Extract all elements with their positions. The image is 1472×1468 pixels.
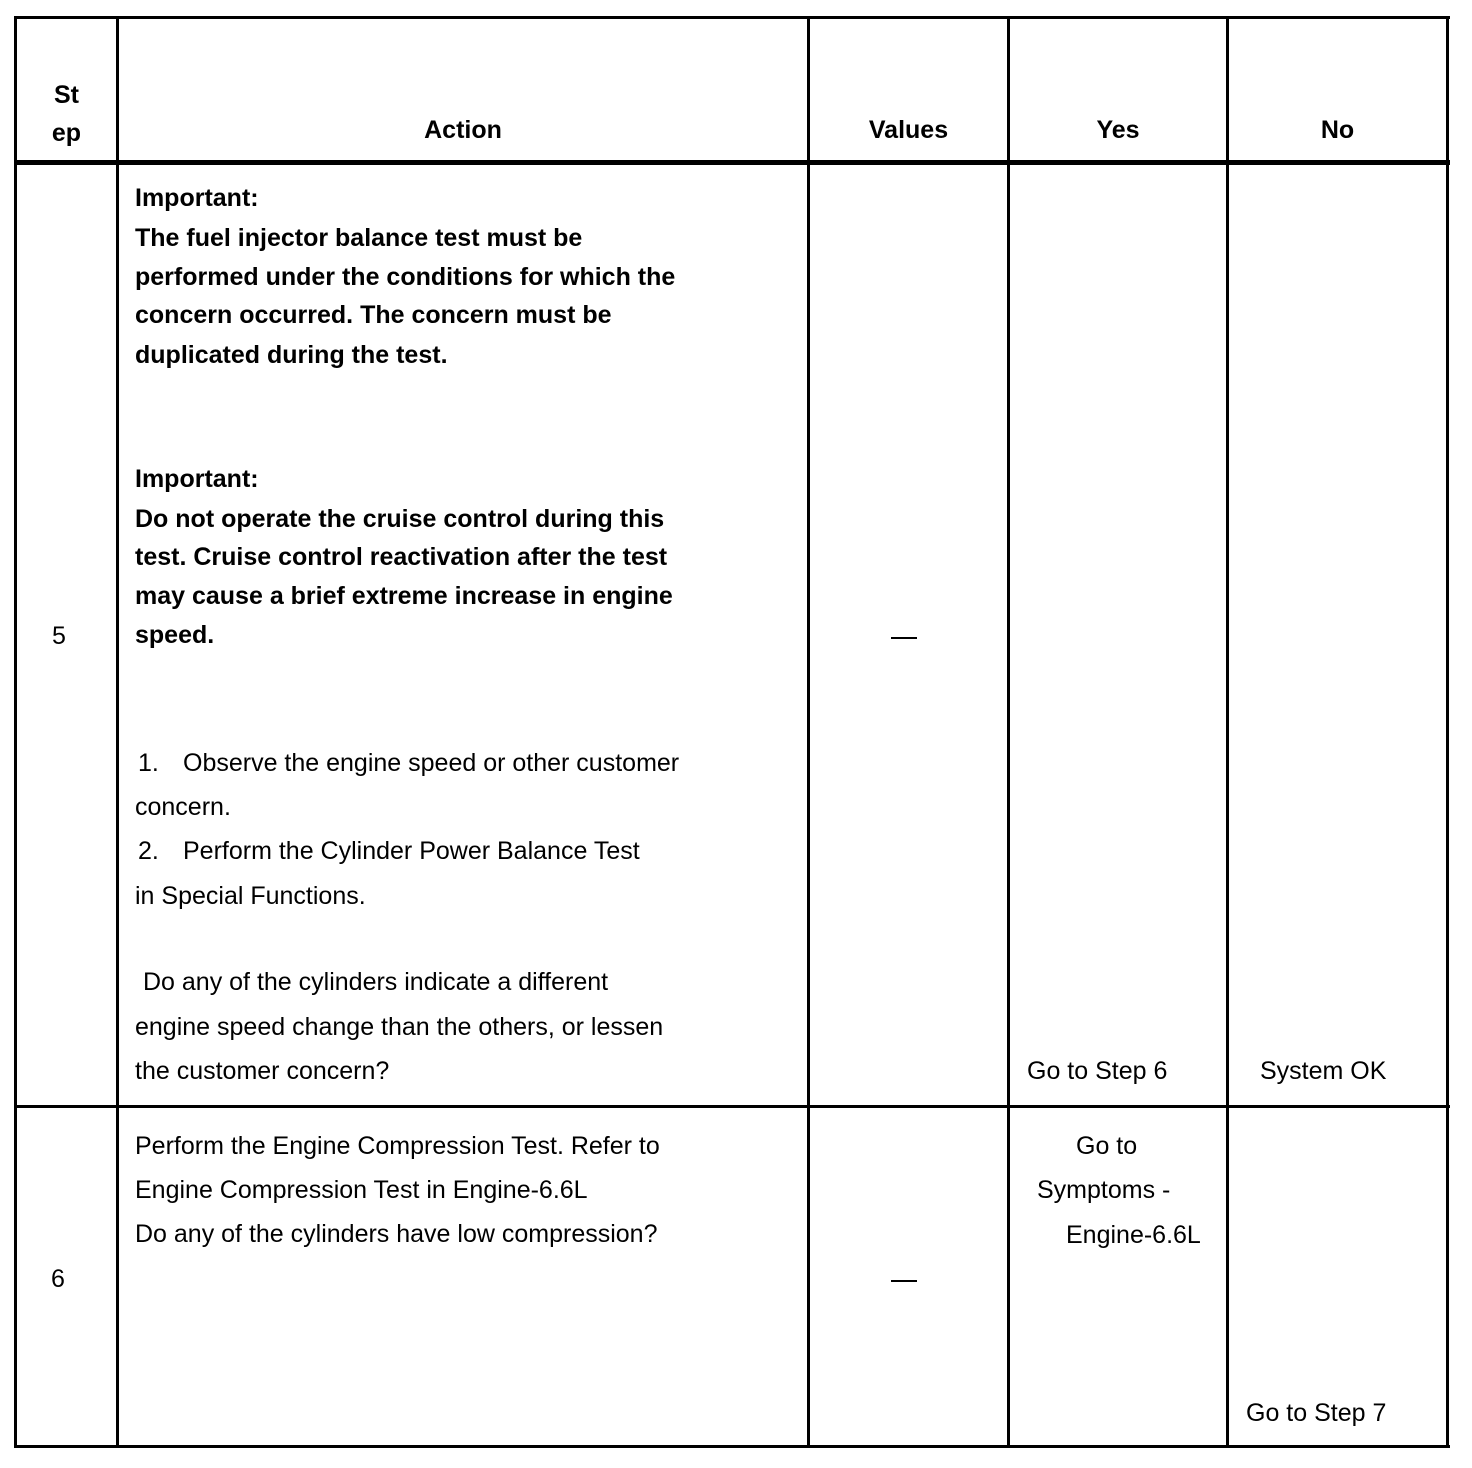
row6-no: Go to Step 7 (1246, 1399, 1387, 1427)
diagnostic-table (14, 16, 1450, 1448)
row6-yes-line: Engine-6.6L (1066, 1221, 1201, 1249)
col-divider-values (1007, 16, 1010, 1448)
row5-step2-number: 2. (138, 837, 159, 865)
row6-action-line: Perform the Engine Compression Test. Refer to (135, 1132, 660, 1160)
table-bottom-border (14, 1445, 1450, 1448)
row5-step-number: 5 (52, 622, 66, 650)
row5-step1-line1: Observe the engine speed or other customer (183, 749, 680, 777)
row5-values-dash (891, 637, 917, 639)
row5-important2-line: may cause a brief extreme increase in engine (135, 582, 673, 610)
header-yes: Yes (1096, 116, 1140, 144)
row5-step2-line1: Perform the Cylinder Power Balance Test (183, 837, 640, 865)
row5-important1-heading: Important: (135, 184, 259, 212)
row5-step2-line2: in Special Functions. (135, 882, 366, 910)
row5-step1-line2: concern. (135, 793, 231, 821)
row5-yes: Go to Step 6 (1027, 1057, 1168, 1085)
col-divider-step (116, 16, 119, 1448)
row5-important1-line: concern occurred. The concern must be (135, 301, 612, 329)
table-right-border (1446, 16, 1449, 1448)
row5-step1-number: 1. (138, 749, 159, 777)
header-action: Action (424, 116, 502, 144)
row5-important2-heading: Important: (135, 465, 259, 493)
row6-action-line: Do any of the cylinders have low compression? (135, 1220, 658, 1248)
table-top-border (14, 16, 1450, 19)
row5-question-line: Do any of the cylinders indicate a different (143, 968, 609, 996)
row6-values-dash (891, 1280, 917, 1282)
row6-yes-line: Symptoms - (1037, 1176, 1171, 1204)
col-divider-yes (1226, 16, 1229, 1448)
row5-important1-line: duplicated during the test. (135, 341, 448, 369)
row5-no: System OK (1260, 1057, 1387, 1085)
row5-question-line: engine speed change than the others, or lessen (135, 1013, 664, 1041)
row6-action-line: Engine Compression Test in Engine-6.6L (135, 1176, 588, 1204)
row5-important2-line: speed. (135, 621, 215, 649)
row5-important1-line: performed under the conditions for which the (135, 263, 676, 291)
row5-important1-line: The fuel injector balance test must be (135, 224, 583, 252)
row5-important2-line: Do not operate the cruise control during this (135, 505, 665, 533)
row5-question-line: the customer concern? (135, 1057, 390, 1085)
header-values: Values (868, 116, 949, 144)
col-divider-action (807, 16, 810, 1448)
row6-step-number: 6 (51, 1265, 65, 1293)
row6-yes-line: Go to (1076, 1132, 1138, 1160)
table-left-border (14, 16, 17, 1448)
header-bottom-border (14, 160, 1450, 165)
header-step-line1: St (54, 81, 79, 109)
row5-bottom-border (14, 1105, 1450, 1108)
header-step (17, 76, 116, 152)
header-no: No (1320, 116, 1355, 144)
row5-important2-line: test. Cruise control reactivation after the test (135, 543, 668, 571)
header-step-line2: ep (51, 119, 82, 147)
